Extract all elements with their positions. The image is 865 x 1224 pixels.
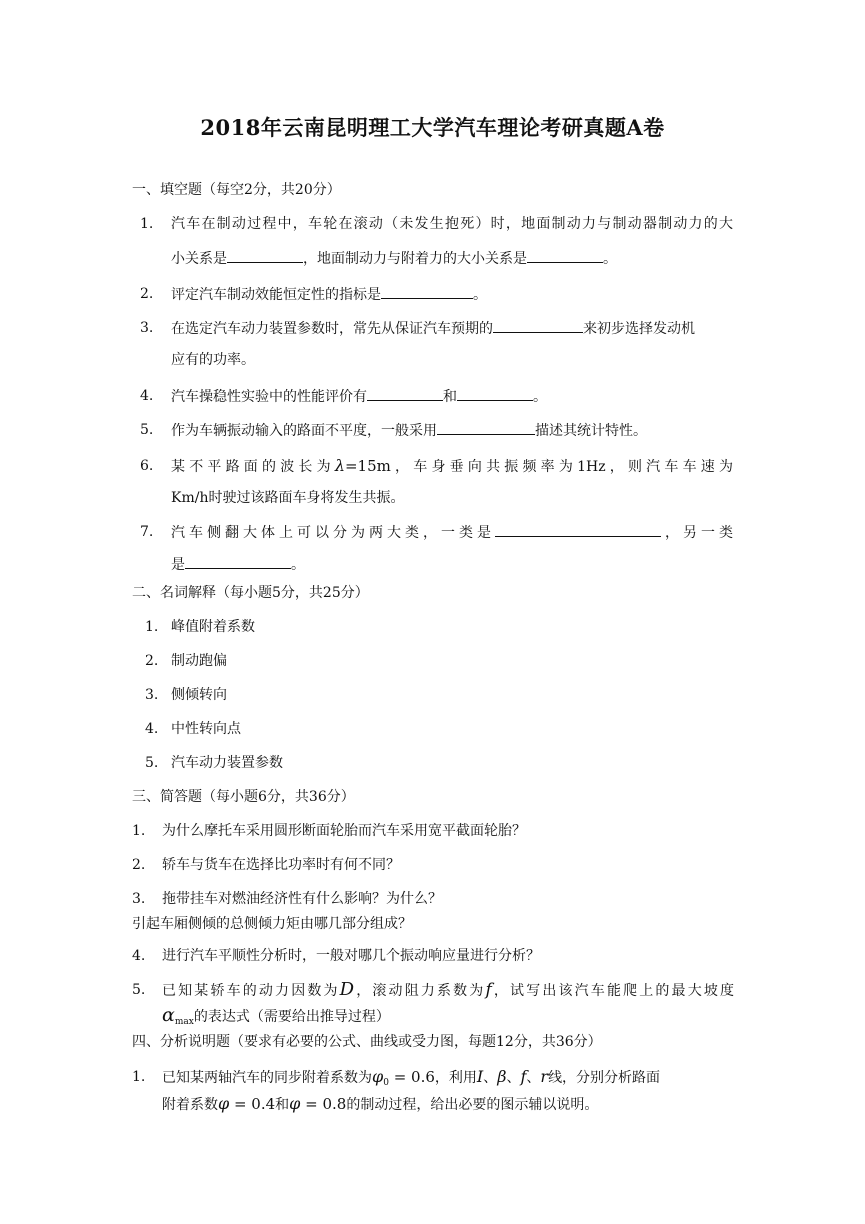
q4-blank-2[interactable] [457, 386, 533, 401]
q1-blank-1[interactable] [227, 248, 303, 263]
q7-line1: 汽车侧翻大体上可以分为两大类，一类是 ，另一类 [171, 522, 733, 543]
q5-number: 5. [140, 422, 154, 438]
q5-blank[interactable] [437, 420, 535, 435]
section-3-heading: 三、简答题（每小题6分，共36分） [132, 789, 355, 805]
s4-q1-line1: 已知某两轴汽车的同步附着系数为$\varphi_0 = 0.6$，利用I、β、f、r线，分别分析路面 [162, 1067, 661, 1088]
q2-number: 2. [140, 286, 154, 302]
q2-blank[interactable] [381, 284, 473, 299]
section-2-heading: 二、名词解释（每小题5分，共25分） [132, 585, 369, 601]
q5-line: 作为车辆振动输入的路面不平度，一般采用 描述其统计特性。 [171, 420, 647, 441]
q3-number: 3. [140, 320, 154, 336]
term-1-number: 1. [145, 619, 159, 635]
section-4-heading: 四、分析说明题（要求有必要的公式、曲线或受力图，每题12分，共36分） [132, 1034, 602, 1050]
term-4-number: 4. [145, 721, 159, 737]
term-2: 制动跑偏 [171, 653, 227, 669]
s3-q5-line2: $\alpha_{max}$的表达式（需要给出推导过程） [162, 1004, 390, 1027]
s3-q3-number: 3. [132, 891, 146, 907]
s3-unnumbered-question: 引起车厢侧倾的总侧倾力矩由哪几部分组成？ [132, 916, 412, 932]
q7-blank-1[interactable] [495, 522, 661, 537]
term-2-number: 2. [145, 653, 159, 669]
term-1: 峰值附着系数 [171, 619, 255, 635]
s3-q5-line1: 已知某轿车的动力因数为D，滚动阻力系数为f，试写出该汽车能爬上的最大坡度 [162, 979, 735, 1000]
q2-line: 评定汽车制动效能恒定性的指标是 。 [171, 284, 487, 305]
s3-q1-number: 1. [132, 823, 146, 839]
section-1-heading: 一、填空题（每空2分，共20分） [132, 182, 341, 198]
s3-q4-number: 4. [132, 948, 146, 964]
s4-q1-number: 1. [132, 1069, 146, 1085]
s3-q2-number: 2. [132, 857, 146, 873]
q1-line1: 汽车在制动过程中，车轮在滚动（未发生抱死）时，地面制动力与制动器制动力的大 [171, 216, 733, 232]
q4-line: 汽车操稳性实验中的性能评价有 和 。 [171, 386, 547, 407]
q4-number: 4. [140, 388, 154, 404]
term-4: 中性转向点 [171, 721, 241, 737]
s3-q2: 轿车与货车在选择比功率时有何不同？ [162, 857, 400, 873]
s3-q4: 进行汽车平顺性分析时，一般对哪几个振动响应量进行分析？ [162, 948, 540, 964]
alpha-symbol: α [162, 1004, 175, 1026]
q7-line2: 是 。 [171, 554, 305, 575]
term-3: 侧倾转向 [171, 687, 227, 703]
q3-line2: 应有的功率。 [171, 352, 255, 368]
q6-line2: Km/h时驶过该路面车身将发生共振。 [171, 490, 405, 506]
q3-blank[interactable] [493, 318, 583, 333]
term-5: 汽车动力装置参数 [171, 755, 283, 771]
s4-q1-line2: 附着系数φ = 0.4和φ = 0.8的制动过程，给出必要的图示辅以说明。 [162, 1094, 599, 1113]
s3-q1: 为什么摩托车采用圆形断面轮胎而汽车采用宽平截面轮胎？ [162, 823, 526, 839]
q3-line1: 在选定汽车动力装置参数时，常先从保证汽车预期的 来初步选择发动机 [171, 318, 695, 339]
lambda-symbol: λ [334, 456, 345, 475]
s3-q5-number: 5. [132, 982, 146, 998]
q7-number: 7. [140, 524, 154, 540]
q1-blank-2[interactable] [527, 248, 603, 263]
term-3-number: 3. [145, 687, 159, 703]
q6-number: 6. [140, 458, 154, 474]
s3-q3: 拖带挂车对燃油经济性有什么影响？为什么？ [162, 891, 442, 907]
q7-blank-2[interactable] [185, 554, 291, 569]
q4-blank-1[interactable] [367, 386, 443, 401]
q6-line1: 某不平路面的波长为λ=15m，车身垂向共振频率为1Hz，则汽车车速为 [171, 456, 733, 475]
term-5-number: 5. [145, 755, 159, 771]
page-title: 2018年云南昆明理工大学汽车理论考研真题A卷 [200, 115, 665, 140]
q1-number: 1. [140, 216, 154, 232]
q1-line2: 小关系是 ，地面制动力与附着力的大小关系是 。 [171, 248, 617, 269]
